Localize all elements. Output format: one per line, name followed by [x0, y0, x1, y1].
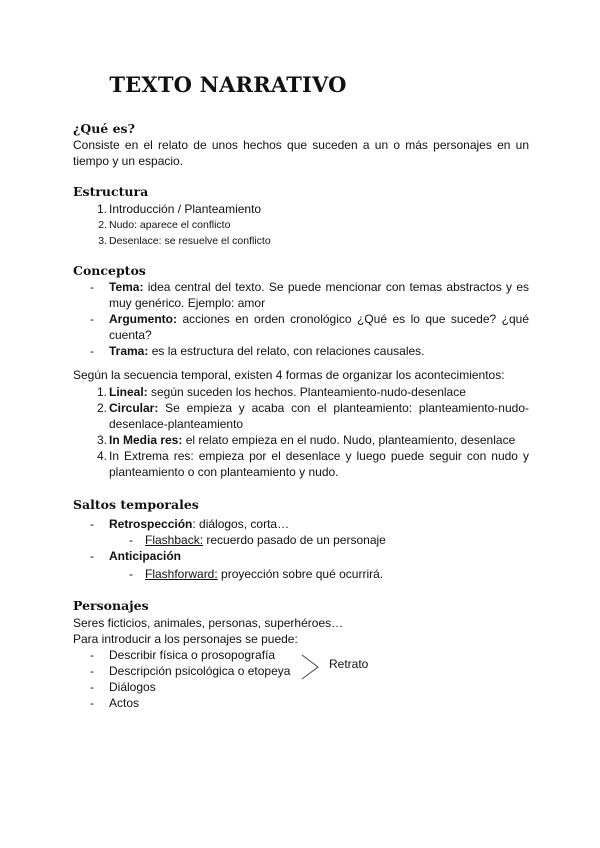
- dash-bullet: -: [90, 549, 94, 563]
- list-text: Introducción / Planteamiento: [109, 202, 262, 216]
- list-number: 1.: [96, 202, 107, 216]
- term-flashback: Flashback:: [145, 533, 204, 547]
- dash-bullet: -: [90, 344, 94, 358]
- page-title: TEXTO NARRATIVO: [109, 72, 347, 97]
- term-definition: el relato empieza en el nudo. Nudo, planteamiento, desenlace: [182, 433, 516, 447]
- section-heading-saltos: Saltos temporales: [73, 497, 199, 512]
- section-heading-personajes: Personajes: [73, 598, 149, 613]
- term-definition: In Extrema res: empieza por el desenlace y luego puede seguir con nudo y planteamiento o con planteamiento y nudo.: [109, 449, 529, 479]
- term-definition: acciones en orden cronológico ¿Qué es lo que sucede? ¿qué cuenta?: [109, 312, 529, 342]
- list-number: 4.: [96, 449, 107, 463]
- term-definition: idea central del texto. Se puede mencionar con temas abstractos y es muy genérico. Ejemplo: amor: [109, 280, 529, 310]
- term-definition: proyección sobre qué ocurrirá.: [217, 567, 384, 581]
- dash-bullet: -: [90, 680, 94, 694]
- personajes-line1: Seres ficticios, animales, personas, superhéroes…: [73, 616, 344, 630]
- dash-bullet: -: [90, 517, 94, 531]
- dash-bullet: -: [129, 567, 133, 581]
- list-text: Descripción psicológica o etopeya: [109, 664, 291, 678]
- list-number: 1.: [96, 385, 107, 399]
- term-definition: recuerdo pasado de un personaje: [203, 533, 386, 547]
- dash-bullet: -: [90, 280, 94, 294]
- term-trama: Trama:: [109, 344, 149, 358]
- list-text: Desenlace: se resuelve el conflicto: [109, 235, 271, 247]
- term-argumento: Argumento:: [109, 312, 177, 326]
- term-lineal: Lineal:: [109, 385, 148, 399]
- term-retrospeccion: Retrospección: [109, 517, 193, 531]
- list-text: Diálogos: [109, 680, 156, 694]
- dash-bullet: -: [90, 664, 94, 678]
- secuencia-intro: Según la secuencia temporal, existen 4 formas de organizar los acontecimientos:: [73, 368, 505, 382]
- chevron-right-icon: [301, 654, 321, 680]
- section-heading-conceptos: Conceptos: [73, 263, 146, 278]
- dash-bullet: -: [129, 533, 133, 547]
- term-circular: Circular:: [109, 401, 159, 415]
- term-anticipacion: Anticipación: [109, 549, 182, 563]
- list-number: 2.: [96, 401, 107, 415]
- list-number: 3.: [96, 433, 107, 447]
- list-number: 2.: [98, 219, 107, 231]
- dash-bullet: -: [90, 312, 94, 326]
- section-heading-estructura: Estructura: [73, 184, 149, 199]
- list-number: 3.: [98, 235, 107, 247]
- term-definition: es la estructura del relato, con relaciones causales.: [148, 344, 425, 358]
- section-heading-que-es: ¿Qué es?: [73, 121, 135, 136]
- term-tema: Tema:: [109, 280, 144, 294]
- personajes-line2: Para introducir a los personajes se puede:: [73, 632, 298, 646]
- term-definition: : diálogos, corta…: [192, 517, 290, 531]
- list-text: Actos: [109, 696, 140, 710]
- term-flashforward: Flashforward:: [145, 567, 218, 581]
- retrato-label: Retrato: [329, 657, 369, 671]
- list-text: Nudo: aparece el conflicto: [109, 219, 231, 231]
- term-definition: Se empieza y acaba con el planteamiento: planteamiento-nudo-desenlace-planteamiento: [109, 401, 529, 431]
- dash-bullet: -: [90, 648, 94, 662]
- term-definition: según suceden los hechos. Planteamiento-nudo-desenlace: [147, 385, 466, 399]
- list-text: Describir física o prosopografía: [109, 648, 276, 662]
- term-in-media-res: In Media res:: [109, 433, 183, 447]
- dash-bullet: -: [90, 696, 94, 710]
- que-es-paragraph: Consiste en el relato de unos hechos que suceden a un o más personajes en un tiempo y un espacio.: [73, 138, 529, 168]
